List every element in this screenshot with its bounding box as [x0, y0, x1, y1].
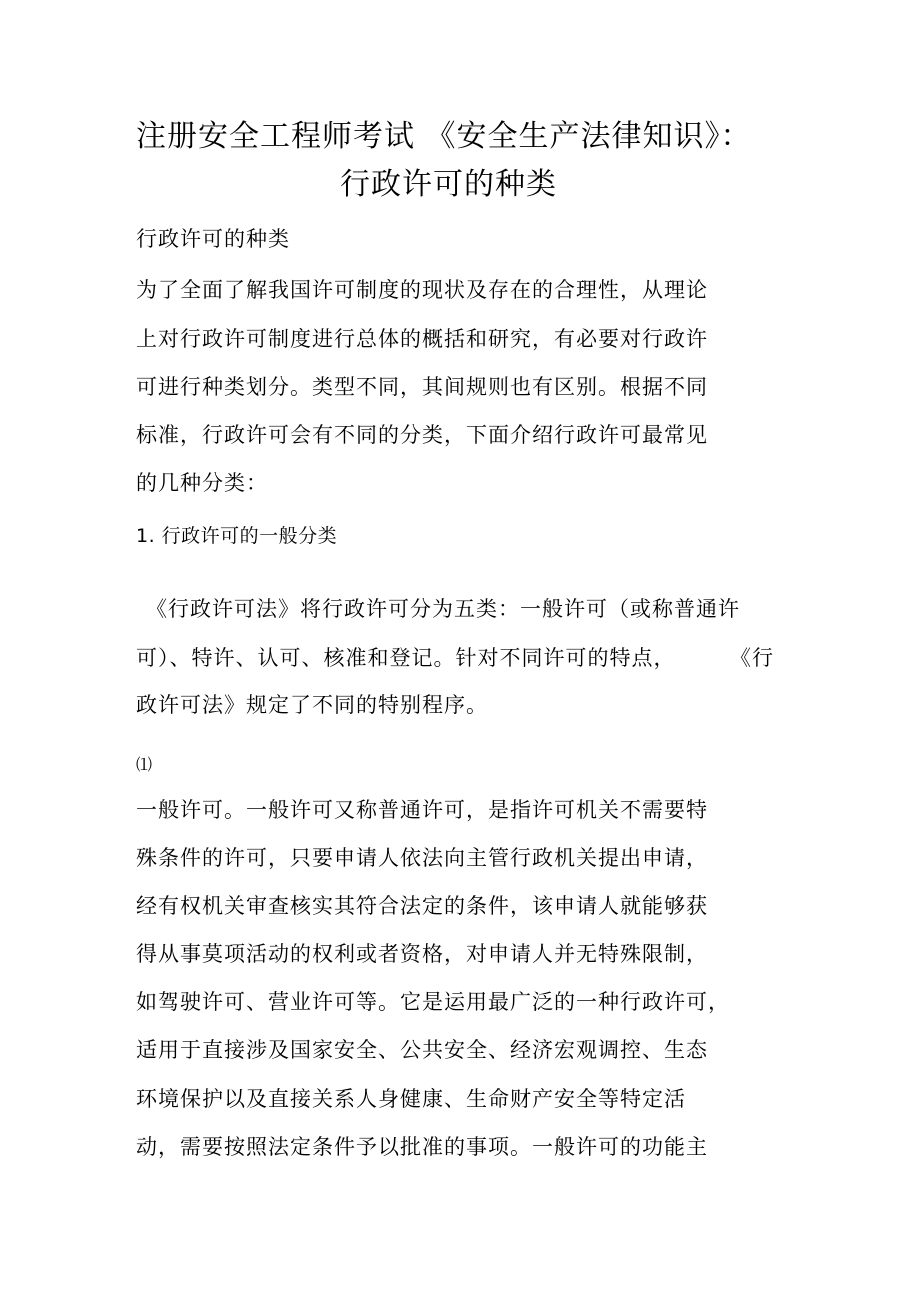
item1-line-2: 殊条件的许可，只要申请人依法向主管行政机关提出申请， — [136, 846, 708, 870]
item1-line-6: 适用于直接涉及国家安全、公共安全、经济宏观调控、生态 — [136, 1038, 708, 1062]
law-paragraph-line-2-tail: 《行 — [730, 646, 774, 670]
intro-line-1: 为了全面了解我国许可制度的现状及存在的合理性，从理论 — [136, 278, 708, 302]
document-title-line-2: 行政许可的种类 — [340, 167, 557, 202]
law-paragraph-line-3: 政许可法》规定了不同的特别程序。 — [136, 693, 488, 717]
subheading: 行政许可的种类 — [136, 227, 290, 251]
intro-line-4: 标准，行政许可会有不同的分类，下面介绍行政许可最常见 — [136, 423, 708, 447]
item1-line-7: 环境保护以及直接关系人身健康、生命财产安全等特定活 — [136, 1087, 686, 1111]
item-marker: ⑴ — [136, 755, 154, 774]
section-heading: 1. 行政许可的一般分类 — [136, 525, 338, 547]
item1-line-1: 一般许可。一般许可又称普通许可，是指许可机关不需要特 — [136, 798, 708, 822]
intro-line-5: 的几种分类： — [136, 471, 268, 495]
intro-line-3: 可进行种类划分。类型不同，其间规则也有区别。根据不同 — [136, 375, 708, 399]
item1-line-8: 动，需要按照法定条件予以批准的事项。一般许可的功能主 — [136, 1135, 708, 1159]
document-title-line-1: 注册安全工程师考试 《安全生产法律知识》： — [136, 119, 752, 154]
item1-line-4: 得从事莫项活动的权利或者资格，对申请人并无特殊限制， — [136, 942, 708, 966]
item1-line-5: 如驾驶许可、营业许可等。它是运用最广泛的一种行政许可， — [136, 990, 730, 1014]
law-paragraph-line-2: 可）、特许、认可、核准和登记。针对不同许可的特点， — [136, 646, 676, 670]
intro-line-2: 上对行政许可制度进行总体的概括和研究，有必要对行政许 — [136, 327, 708, 351]
law-paragraph-line-1: 《行政许可法》将行政许可分为五类：一般许可（或称普通许 — [146, 597, 740, 621]
item1-line-3: 经有权机关审查核实其符合法定的条件，该申请人就能够获 — [136, 894, 708, 918]
